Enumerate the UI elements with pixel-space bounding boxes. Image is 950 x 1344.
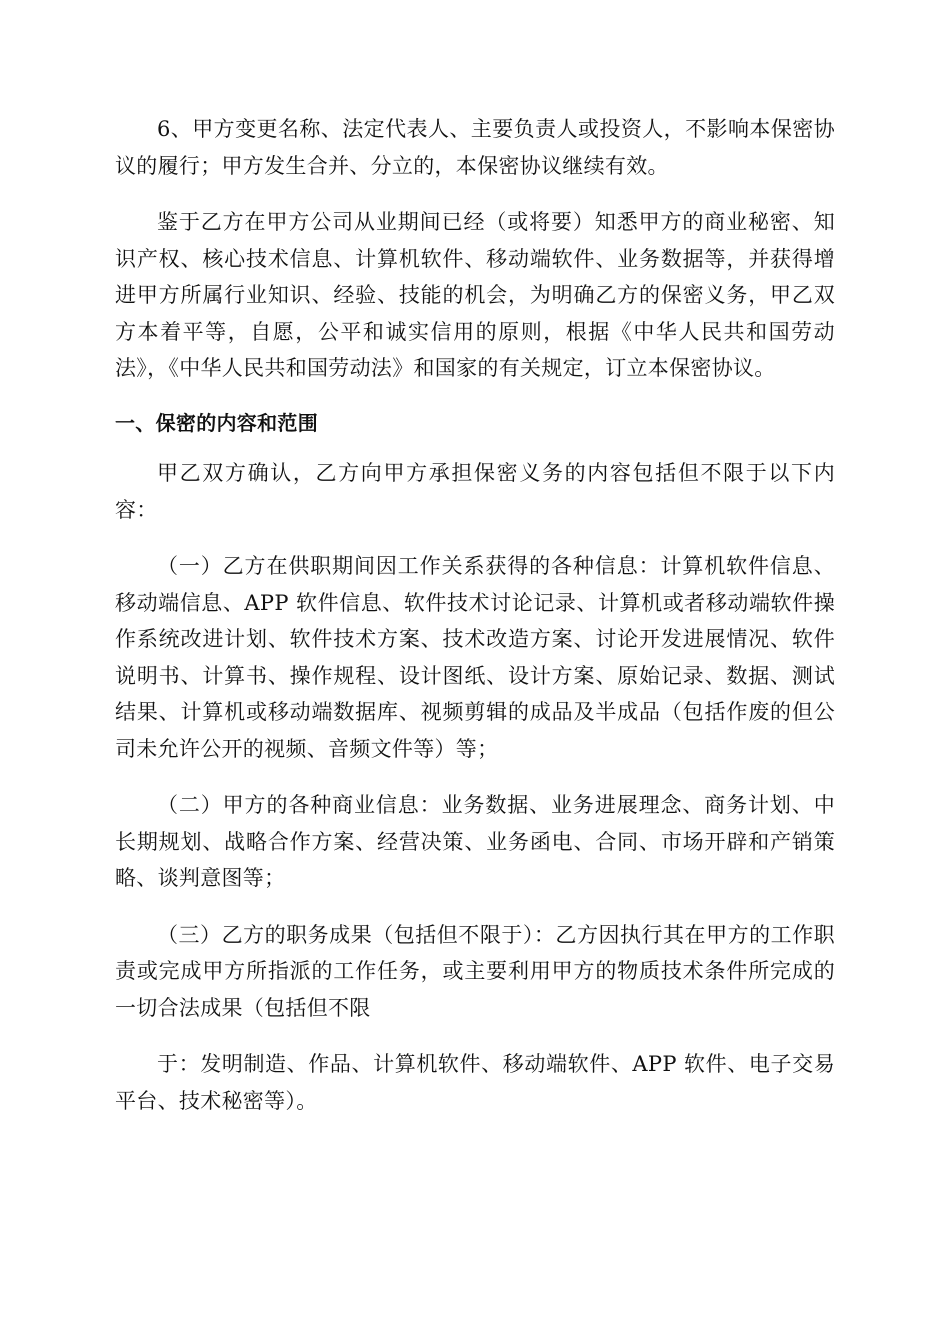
paragraph-preamble: 鉴于乙方在甲方公司从业期间已经（或将要）知悉甲方的商业秘密、知识产权、核心技术信息、计算机软件、移动端软件、业务数据等，并获得增进甲方所属行业知识、经验、技能的机会，为明确乙方的保密义务，甲乙双方本着平等，自愿，公平和诚实信用的原则，根据《中华人民共和国劳动法》，《中华人民共和国劳动法》和国家的有关规定，订立本保密协议。 [115, 210, 835, 380]
paragraph-item-3-continued: 于：发明制造、作品、计算机软件、移动端软件、APP 软件、电子交易平台、技术秘密等）。 [115, 1052, 835, 1113]
paragraph-merger-clause: 6、甲方变更名称、法定代表人、主要负责人或投资人，不影响本保密协议的履行；甲方发生合并、分立的，本保密协议继续有效。 [115, 117, 835, 178]
paragraph-item-3: （三）乙方的职务成果（包括但不限于）：乙方因执行其在甲方的工作职责或完成甲方所指派的工作任务，或主要利用甲方的物质技术条件所完成的一切合法成果（包括但不限 [115, 922, 835, 1020]
paragraph-confirmation: 甲乙双方确认，乙方向甲方承担保密义务的内容包括但不限于以下内容： [115, 461, 835, 522]
paragraph-item-1: （一）乙方在供职期间因工作关系获得的各种信息：计算机软件信息、移动端信息、APP 软件信息、软件技术讨论记录、计算机或者移动端软件操作系统改进计划、软件技术方案、技术改造方案、讨论开发进展情况、软件说明书、计算书、操作规程、设计图纸、设计方案、原始记录、数据、测试结果、计算机或移动端数据库、视频剪辑的成品及半成品（包括作废的但公司未允许公开的视频、音频文件等）等； [115, 554, 835, 761]
document-page [115, 111, 835, 1119]
paragraph-item-2: （二）甲方的各种商业信息：业务数据、业务进展理念、商务计划、中长期规划、战略合作方案、经营决策、业务函电、合同、市场开辟和产销策略、谈判意图等； [115, 793, 835, 890]
section-heading-scope: 一、保密的内容和范围 [115, 410, 318, 435]
